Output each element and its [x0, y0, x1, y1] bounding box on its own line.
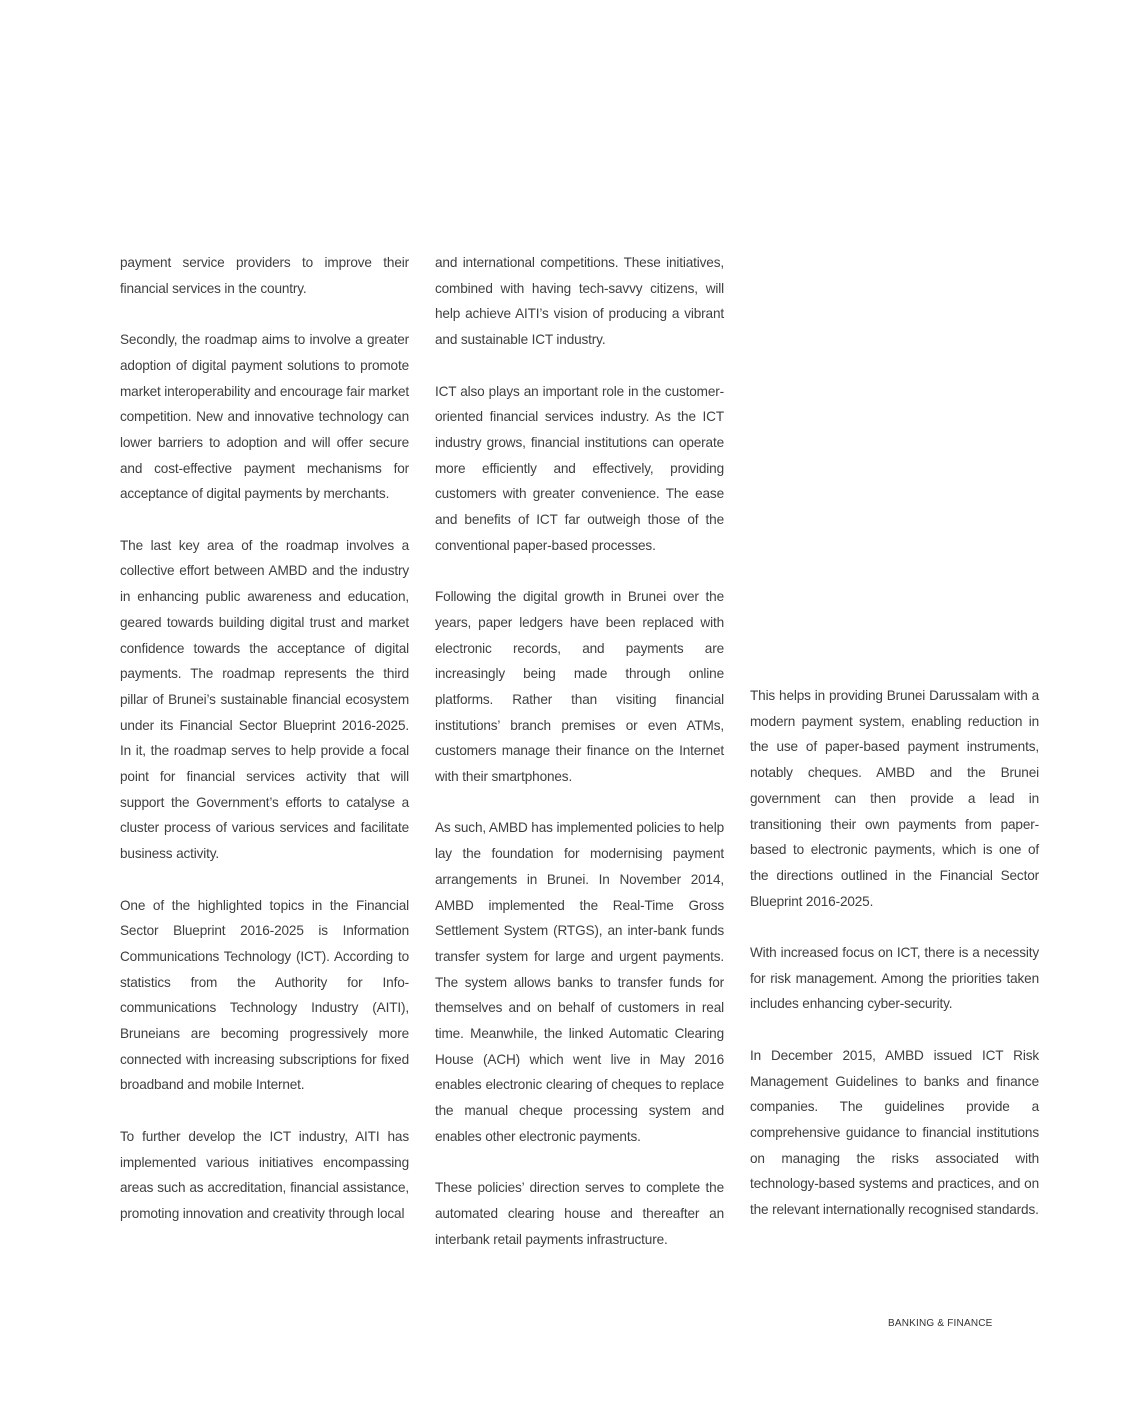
- paragraph: payment service providers to improve their financial services in the country.: [120, 255, 409, 296]
- paragraph: In December 2015, AMBD issued ICT Risk Management Guidelines to banks and finance companies. The guidelines provide a comprehensive guidance to financial institutions on managing the risks associated with technology-based systems and practices, and on the relevant internationally recognised standards.: [750, 1047, 1039, 1218]
- paragraph: As such, AMBD has implemented policies to help lay the foundation for modernising payment arrangements in Brunei. In November 2014, AMBD implemented the Real-Time Gross Settlement System (RTGS), an inter-bank funds transfer system for large and urgent payments. The system allows banks to transfer funds for themselves and on behalf of customers in real time. Meanwhile, the linked Automatic Clearing House (ACH) which went live in May 2016 enables electronic clearing of cheques to replace the manual cheque processing system and enables other electronic payments.: [435, 820, 724, 1144]
- running-footer-section-label: BANKING & FINANCE: [888, 1318, 993, 1329]
- paragraph: ICT also plays an important role in the customer-oriented financial services industry. As the ICT industry grows, financial institutions can operate more efficiently and effectively, providing customers with greater convenience. The ease and benefits of ICT far outweigh those of the conventional paper-based processes.: [435, 383, 724, 553]
- paragraph: To further develop the ICT industry, AITI has implemented various initiatives encompassing areas such as accreditation, financial assistance, promoting innovation and creativity through local: [120, 1128, 409, 1221]
- paragraph: The last key area of the roadmap involves a collective effort between AMBD and the industry in enhancing public awareness and education, geared towards building digital trust and market confidence towards the acceptance of digital payments. The roadmap represents the third pillar of Brunei’s sustainable financial ecosystem under its Financial Sector Blueprint 2016-2025. In it, the roadmap serves to help provide a focal point for financial services activity that will support the Government’s efforts to catalyse a cluster process of various services and facilitate business activity.: [120, 537, 409, 862]
- article-column-2: [435, 250, 724, 1252]
- paragraph: These policies’ direction serves to complete the automated clearing house and thereafter an interbank retail payments infrastructure.: [435, 1180, 724, 1247]
- article-column-3: [750, 683, 1039, 1223]
- paragraph: Following the digital growth in Brunei over the years, paper ledgers have been replaced with electronic records, and payments are increasingly being made through online platforms. Rather than visiting financial institutions’ branch premises or even ATMs, customers manage their finance on the Internet with their smartphones.: [435, 589, 724, 785]
- paragraph: This helps in providing Brunei Darussalam with a modern payment system, enabling reduction in the use of paper-based payment instruments, notably cheques. AMBD and the Brunei government can then provide a lead in transitioning their own payments from paper-based to electronic payments, which is one of the directions outlined in the Financial Sector Blueprint 2016-2025.: [750, 688, 1039, 909]
- paragraph: Secondly, the roadmap aims to involve a greater adoption of digital payment solutions to promote market interoperability and encourage fair market competition. New and innovative technology can lower barriers to adoption and will offer secure and cost-effective payment mechanisms for acceptance of digital payments by merchants.: [120, 332, 409, 502]
- article-column-1: [120, 250, 409, 1227]
- paragraph: One of the highlighted topics in the Financial Sector Blueprint 2016-2025 is Information Communications Technology (ICT). According to statistics from the Authority for Info-communications Technology Industry (AITI), Bruneians are becoming progressively more connected with increasing subscriptions for fixed broadband and mobile Internet.: [120, 897, 409, 1093]
- paragraph: and international competitions. These initiatives, combined with having tech-savvy citizens, will help achieve AITI’s vision of producing a vibrant and sustainable ICT industry.: [435, 255, 724, 348]
- paragraph: With increased focus on ICT, there is a necessity for risk management. Among the priorities taken includes enhancing cyber-security.: [750, 945, 1039, 1012]
